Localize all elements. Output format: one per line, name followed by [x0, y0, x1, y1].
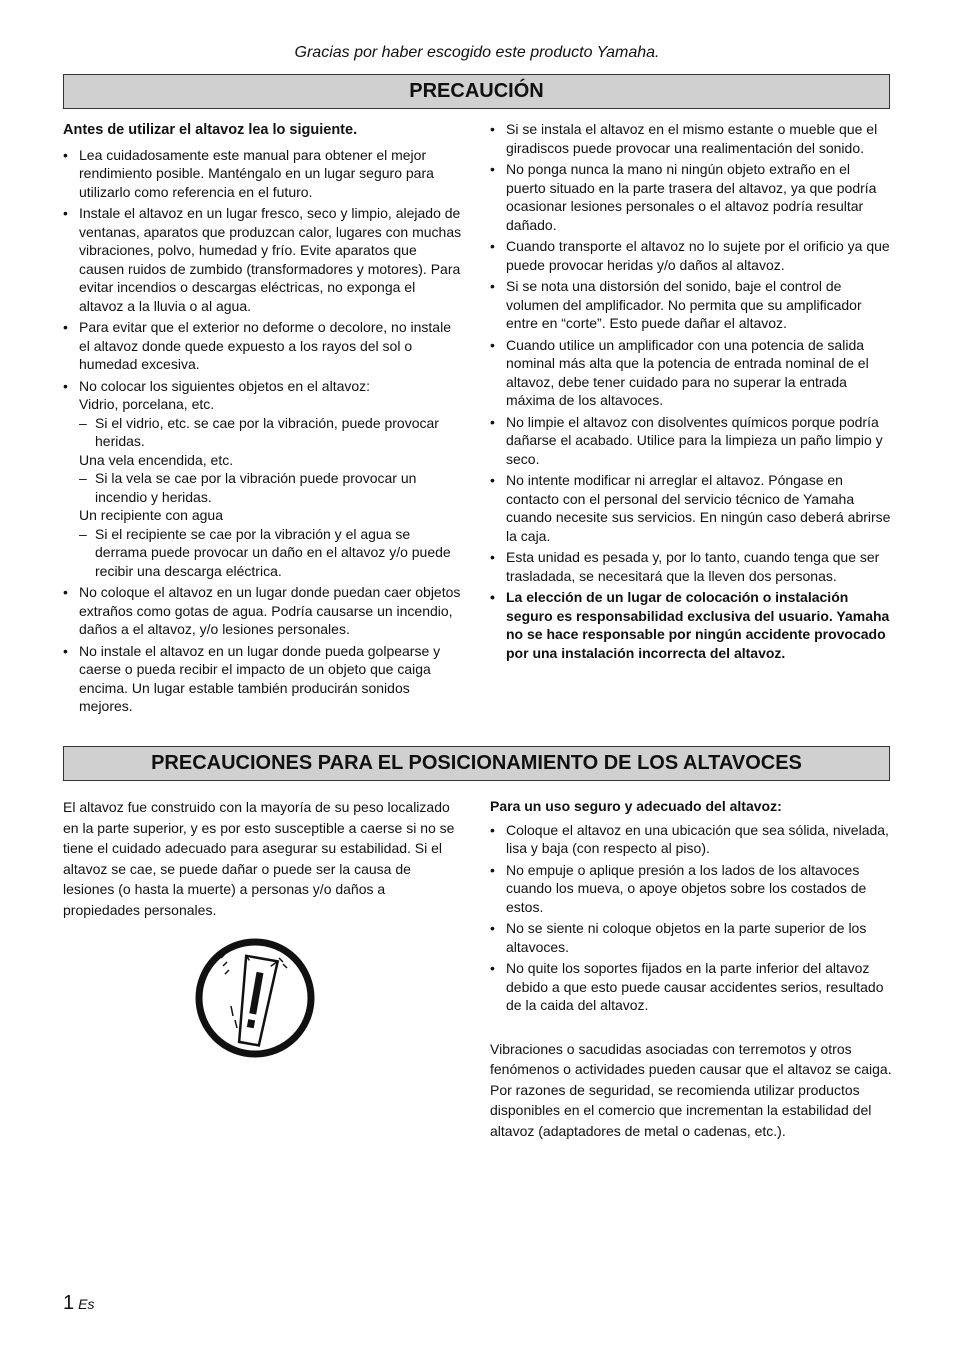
- section1-right-column: [490, 120, 892, 665]
- section-title-precaucion: PRECAUCIÓN: [63, 74, 890, 109]
- section1-left-column: [63, 121, 463, 719]
- list-item: • No quite los soportes fijados en la parte inferior del altavoz debido a que esto puede causar accidentes serios, resultado de la caida del altavoz.: [490, 959, 892, 1015]
- section2-left-column: [63, 797, 463, 920]
- list-item: • Lea cuidadosamente este manual para obtener el mejor rendimiento posible. Manténgalo en un lugar seguro para utilizarlo como referencia en el futuro.: [63, 146, 463, 202]
- list-item: • Esta unidad es pesada y, por lo tanto, cuando tenga que ser trasladada, se necesitará que la lleven dos personas.: [490, 548, 892, 585]
- list-item: • Coloque el altavoz en una ubicación que sea sólida, nivelada, lisa y baja (con respecto al piso).: [490, 821, 892, 858]
- page-number: 1: [63, 1292, 75, 1314]
- language-code: Es: [78, 1296, 95, 1312]
- intro-heading: Antes de utilizar el altavoz lea lo siguiente.: [63, 122, 358, 138]
- objects-lead: • No colocar los siguientes objetos en el altavoz:: [79, 377, 371, 394]
- object-name: Un recipiente con agua: [79, 507, 223, 523]
- safe-use-heading: Para un uso seguro y adecuado del altavoz:: [490, 798, 782, 814]
- list-item: • Para evitar que el exterior no deforme o decolore, no instale el altavoz donde quede expuesto a los rayos del sol o humedad excesiva.: [63, 318, 463, 374]
- earthquake-paragraph: Vibraciones o sacudidas asociadas con terremotos y otros fenómenos o actividades pueden causar que el altavoz se caiga.: [490, 1040, 892, 1077]
- list-item: • Si se instala el altavoz en el mismo estante o mueble que el giradiscos puede provocar una realimentación del sonido.: [490, 120, 892, 157]
- list-item: • No limpie el altavoz con disolventes químicos porque podría dañarse el acabado. Utilice para la limpieza un paño limpio y seco.: [490, 413, 892, 469]
- list-item-objects: [63, 377, 463, 581]
- section2-right-column: [490, 797, 892, 1141]
- safety-products-paragraph: Por razones de seguridad, se recomienda utilizar productos disponibles en el comercio que incrementan la estabilidad del altavoz (adaptadores de metal o cadenas, etc.).: [490, 1081, 872, 1139]
- page-footer: [63, 1292, 94, 1315]
- list-item: • No instale el altavoz en un lugar donde pueda golpearse y caerse o pueda recibir el impacto de un objeto que caiga encima. Un lugar estable también producirán sonidos mejores.: [63, 642, 463, 716]
- object-name: Una vela encendida, etc.: [79, 451, 234, 468]
- object-warning: – Si el vidrio, etc. se cae por la vibración, puede provocar heridas.: [79, 414, 463, 451]
- list-item: • No se siente ni coloque objetos en la parte superior de los altavoces.: [490, 919, 892, 956]
- list-item: • Si se nota una distorsión del sonido, baje el control de volumen del amplificador. No permita que su amplificador entre en “corte”. Esto puede dañar el altavoz.: [490, 277, 892, 333]
- header-tagline: Gracias por haber escogido este producto Yamaha.: [294, 44, 660, 61]
- tipping-speaker-warning-icon: [193, 936, 317, 1060]
- list-item: • No intente modificar ni arreglar el altavoz. Póngase en contacto con el personal del servicio técnico de Yamaha cuando necesite sus servicios. En ningún caso deberá abrirse la caja.: [490, 471, 892, 545]
- object-warning: – Si la vela se cae por la vibración puede provocar un incendio y heridas.: [79, 469, 463, 506]
- right-bullet-list: [490, 120, 892, 662]
- list-item: • No empuje o aplique presión a los lados de los altavoces cuando los mueva, o apoye objetos sobre los costados de estos.: [490, 861, 892, 917]
- object-name: Vidrio, porcelana, etc.: [79, 396, 215, 412]
- list-item: • No coloque el altavoz en un lugar donde puedan caer objetos extraños como gotas de agua. Podría causarse un incendio, daños a el altavoz, y/o lesiones personales.: [63, 583, 463, 639]
- list-item-responsibility: • La elección de un lugar de colocación o instalación seguro es responsabilidad exclusiva del usuario. Yamaha no se hace responsable por ningún accidente provocado por una instalación incorrecta del altavoz.: [490, 588, 892, 662]
- stability-paragraph: El altavoz fue construido con la mayoría de su peso localizado en la parte superior, y es por esto susceptible a caerse si no se tiene el cuidado adecuado para asegurar su estabilidad. Si el altavoz se cae, se puede dañar o puede ser la causa de lesiones (o hasta la muerte) a personas y/o daños a propiedades personales.: [63, 799, 455, 918]
- safe-use-list: [490, 821, 892, 1015]
- list-item: • Instale el altavoz en un lugar fresco, seco y limpio, alejado de ventanas, aparatos que produzcan calor, lugares con muchas vibraciones, polvo, humedad y frío. Evite aparatos que causen ruidos de zumbido (transformadores y motores). Para evitar incendios o descargas eléctricas, no exponga el altavoz a la lluvia o al agua.: [63, 204, 463, 315]
- list-item: • Cuando transporte el altavoz no lo sujete por el orificio ya que puede provocar heridas y/o daños al altavoz.: [490, 237, 892, 274]
- list-item: • Cuando utilice un amplificador con una potencia de salida nominal más alta que la potencia de entrada nominal de el altavoz, debe tener cuidado para no superar la entrada máxima de los altavoces.: [490, 336, 892, 410]
- left-bullet-list: [63, 146, 463, 716]
- list-item: • No ponga nunca la mano ni ningún objeto extraño en el puerto situado en la parte trasera del altavoz, ya que podría ocasionar lesiones personales o el altavoz podría resultar dañado.: [490, 160, 892, 234]
- object-warning: – Si el recipiente se cae por la vibración y el agua se derrama puede provocar un daño en el altavoz y/o puede recibir una descarga eléctrica.: [79, 525, 463, 581]
- section-title-posicionamiento: PRECAUCIONES PARA EL POSICIONAMIENTO DE LOS ALTAVOCES: [63, 746, 890, 781]
